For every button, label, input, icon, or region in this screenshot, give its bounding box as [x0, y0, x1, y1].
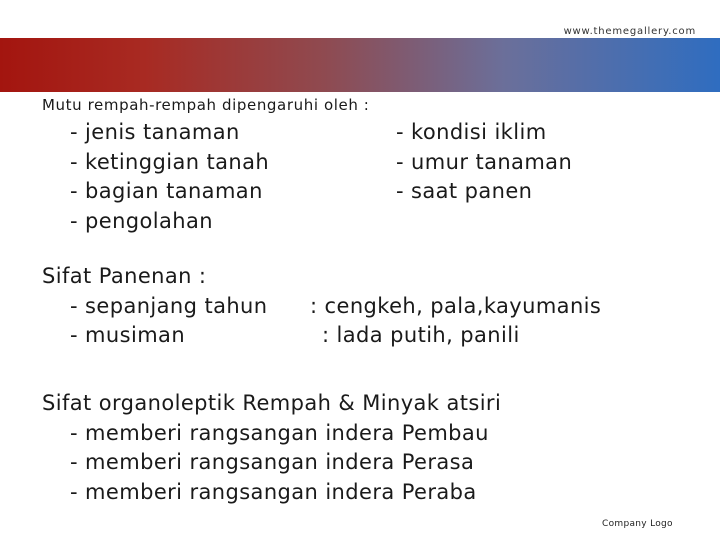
harvest-row: [42, 321, 601, 351]
harvest-value: : cengkeh, pala,kayumanis: [310, 293, 602, 318]
harvest-value: : lada putih, panili: [322, 323, 520, 347]
list-item: - memberi rangsangan indera Perasa: [70, 450, 475, 474]
list-item: - jenis tanaman: [70, 120, 240, 144]
list-item: - memberi rangsangan indera Peraba: [70, 479, 477, 504]
organoleptic-title: Sifat organoleptik Rempah & Minyak atsiri: [42, 391, 502, 415]
quality-factors-right: [396, 118, 572, 207]
list-item: - saat panen: [396, 179, 533, 203]
harvest-term: - musiman: [70, 323, 186, 347]
list-item: - ketinggian tanah: [70, 149, 270, 174]
quality-heading: Mutu rempah-rempah dipengaruhi oleh :: [42, 96, 370, 114]
harvest-title: Sifat Panenan :: [42, 264, 207, 288]
harvest-term: - sepanjang tahun: [70, 293, 268, 318]
harvest-section: [42, 262, 601, 351]
list-item: - kondisi iklim: [396, 120, 547, 144]
list-item: - memberi rangsangan indera Pembau: [70, 420, 489, 445]
header-gradient-bar: [0, 38, 720, 92]
list-item: - umur tanaman: [396, 149, 573, 174]
list-item: - pengolahan: [70, 208, 213, 233]
list-item: - bagian tanaman: [70, 179, 263, 203]
organoleptic-section: [42, 389, 501, 507]
harvest-row: [42, 292, 601, 322]
quality-factors-left: [70, 118, 269, 236]
site-url: www.themegallery.com: [563, 26, 696, 37]
company-logo: Company Logo: [602, 519, 673, 529]
